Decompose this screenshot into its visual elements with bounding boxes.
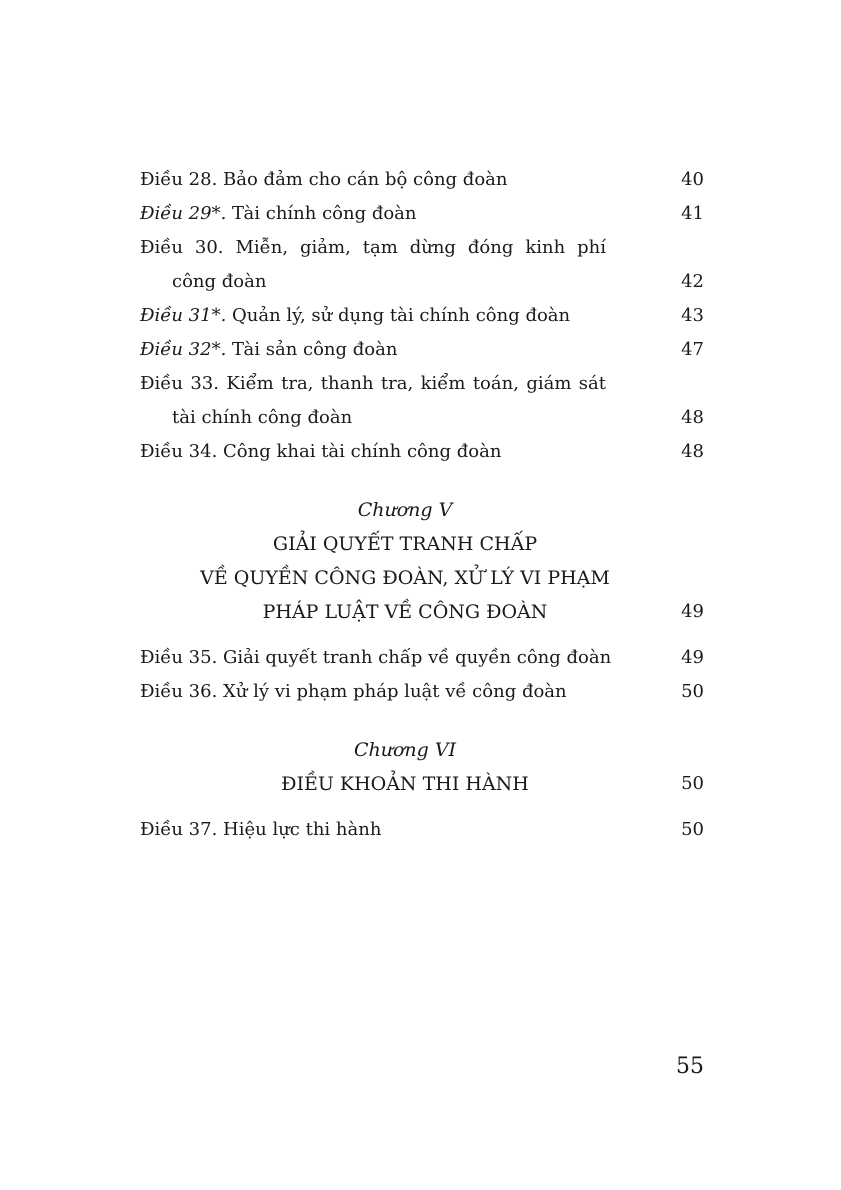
toc-entry-page: 50 <box>681 681 704 702</box>
toc-entry-label: Điều 28. Bảo đảm cho cán bộ công đoàn <box>140 169 508 190</box>
chapter-5-page: 49 <box>681 601 704 622</box>
toc-entry <box>140 165 704 195</box>
chapter-6-label: Chương VI <box>353 739 457 761</box>
toc-entry <box>140 677 704 707</box>
chapter-5-title-line: VỀ QUYỀN CÔNG ĐOÀN, XỬ LÝ VI PHẠM <box>200 567 610 589</box>
toc-entry <box>140 335 704 365</box>
toc-entry-label: Điều 35. Giải quyết tranh chấp về quyền công đoàn <box>140 647 612 668</box>
page-number: 55 <box>676 1054 704 1079</box>
toc-entry <box>140 301 704 331</box>
chapter-6-title: ĐIỀU KHOẢN THI HÀNH 50 <box>140 769 704 799</box>
toc-entry-page: 48 <box>681 407 704 428</box>
toc-entry-page: 43 <box>681 305 704 326</box>
toc-entry-page: 48 <box>681 441 704 462</box>
toc-entry-label: Điều 31*. Quản lý, sử dụng tài chính công đoàn <box>140 305 571 326</box>
toc-entry-label: Điều 30. Miễn, giảm, tạm dừng đóng kinh phí <box>140 237 606 258</box>
chapter-5-label: Chương V <box>357 499 453 521</box>
toc-entry <box>140 369 704 399</box>
toc-entry-label: Điều 32*. Tài sản công đoàn <box>140 339 398 360</box>
chapter-5-title-line: PHÁP LUẬT VỀ CÔNG ĐOÀN 49 <box>140 597 704 627</box>
toc-entry-label: Điều 37. Hiệu lực thi hành <box>140 819 382 840</box>
toc-entry-page: 40 <box>681 169 704 190</box>
toc-entry-page: 42 <box>681 271 704 292</box>
toc-entry-label: Điều 33. Kiểm tra, thanh tra, kiểm toán, giám sát <box>140 373 606 394</box>
toc-entry-label: Điều 36. Xử lý vi phạm pháp luật về công đoàn <box>140 681 567 702</box>
toc-entry <box>140 815 704 845</box>
toc-entry <box>140 437 704 467</box>
toc-entry-label: Điều 29*. Tài chính công đoàn <box>140 203 417 224</box>
toc-entry <box>140 233 704 263</box>
toc-entry-label: Điều 34. Công khai tài chính công đoàn <box>140 441 502 462</box>
toc-entry <box>140 643 704 673</box>
toc-entry <box>140 199 704 229</box>
toc-entry-page: 50 <box>681 819 704 840</box>
toc-entry-label-cont: công đoàn <box>172 271 267 292</box>
toc-entry-label-cont: tài chính công đoàn <box>172 407 353 428</box>
toc-entry-page: 47 <box>681 339 704 360</box>
chapter-6-page: 50 <box>681 773 704 794</box>
toc-entry-page: 41 <box>681 203 704 224</box>
toc-entry-continuation <box>140 267 704 297</box>
toc-entry-page: 49 <box>681 647 704 668</box>
chapter-5-title-line: GIẢI QUYẾT TRANH CHẤP <box>272 533 538 555</box>
toc-entry-continuation <box>140 403 704 433</box>
